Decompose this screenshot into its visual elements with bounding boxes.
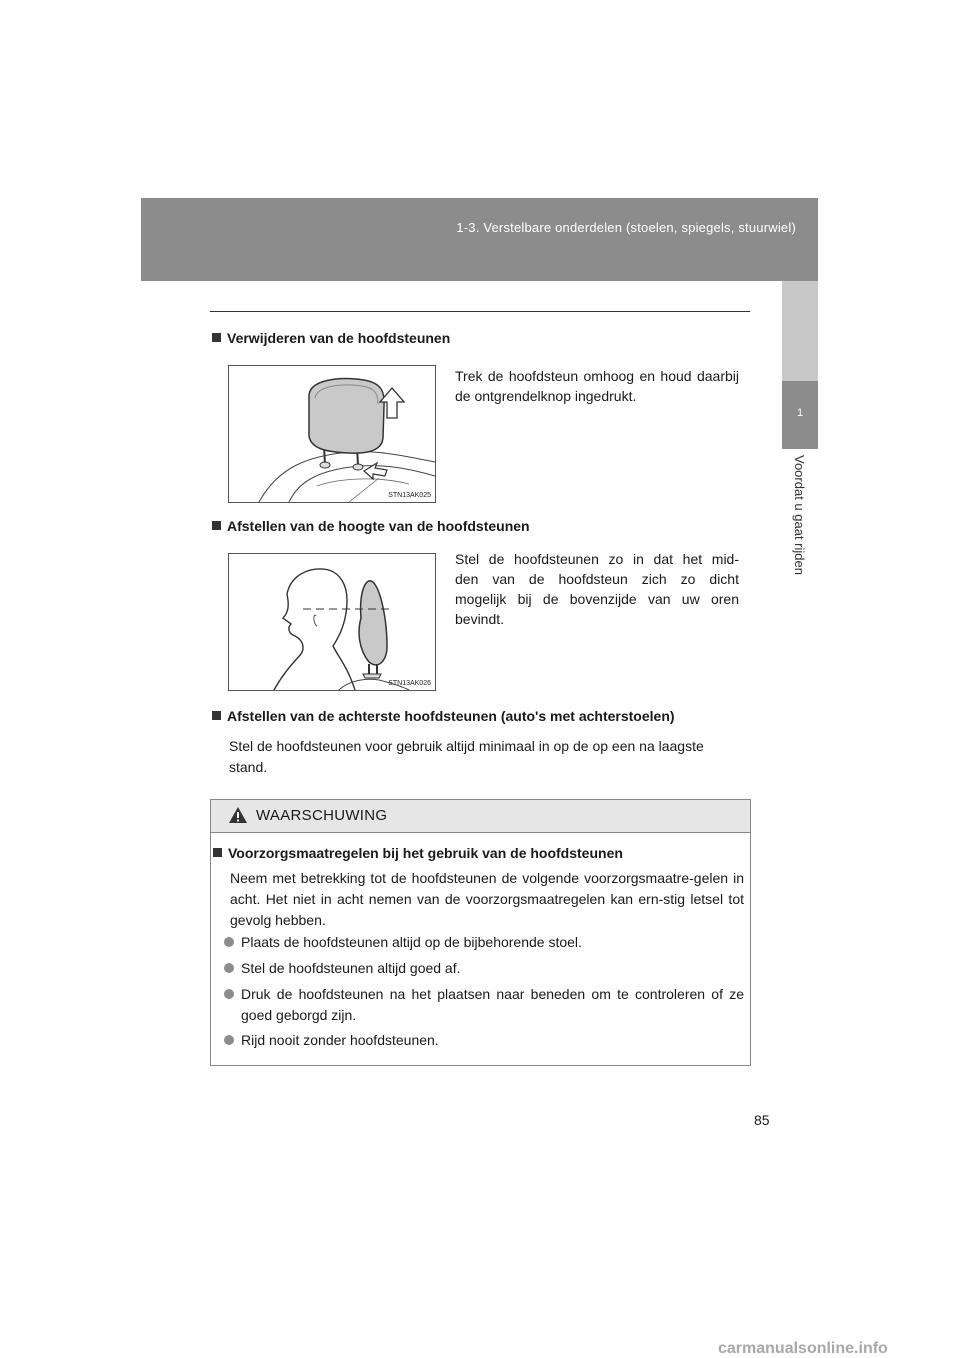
height-instruction-line: bevindt. [455,611,505,627]
height-instruction-line: den van de hoofdsteun zich zo dicht [455,571,739,587]
square-bullet-icon [213,848,222,857]
section-heading-text: Afstellen van de achterste hoofdsteunen (auto's met achterstoelen) [227,708,675,724]
warning-box [210,799,751,1066]
section-heading-rear [212,708,675,724]
bullet-dot-icon [224,1035,234,1045]
warning-bullet [224,958,744,979]
warning-bullet-text: Plaats de hoofdsteunen altijd op de bijbehorende stoel. [241,934,582,950]
side-tab-background [782,281,818,381]
height-instruction [455,549,739,629]
figure-adjust-height [228,553,436,691]
warning-title: WAARSCHUWING [256,807,388,824]
figure-code: STN13AK026 [388,680,431,687]
chapter-title: 1-3. Verstelbare onderdelen (stoelen, spiegels, stuurwiel) [456,220,796,235]
figure-code: STN13AK025 [388,492,431,499]
watermark: carmanualsonline.info [718,1340,888,1357]
headrest-removal-illustration [229,366,435,502]
section-heading-height [212,518,530,534]
section-heading-remove [212,330,450,346]
header-rule [210,311,750,312]
rear-headrest-instruction: Stel de hoofdsteunen voor gebruik altijd minimaal in op de op een na laagste stand. [229,738,704,775]
section-heading-text: Afstellen van de hoogte van de hoofdsteunen [227,518,530,534]
bullet-dot-icon [224,937,234,947]
warning-bullet [224,1030,744,1051]
bullet-dot-icon [224,989,234,999]
warning-bullet-text: Druk de hoofdsteunen na het plaatsen naar beneden om te controleren of ze goed geborgd zijn. [241,986,744,1023]
warning-header [211,800,750,833]
square-bullet-icon [212,333,221,342]
warning-bullet-text: Rijd nooit zonder hoofdsteunen. [241,1032,439,1048]
square-bullet-icon [212,711,221,720]
headrest-height-illustration [229,554,435,690]
height-instruction-line: Stel de hoofdsteunen zo in dat het mid- [455,551,739,567]
side-tab [782,381,818,449]
warning-bullet [224,932,744,953]
side-tab-label-wrap [782,455,818,615]
warning-paragraph: Neem met betrekking tot de hoofdsteunen de volgende voorzorgsmaatre-gelen in acht. Het niet in acht nemen van de voorzorgsmaatregelen kan ern-stig letsel tot gevolg hebben. [230,870,744,928]
height-instruction-line: mogelijk bij de bovenzijde van uw oren [455,591,739,607]
remove-instruction: Trek de hoofdsteun omhoog en houd daarbij de ontgrendelknop ingedrukt. [455,368,739,404]
square-bullet-icon [212,521,221,530]
warning-heading-text: Voorzorgsmaatregelen bij het gebruik van de hoofdsteunen [228,845,623,861]
warning-triangle-icon [228,806,248,824]
section-heading-text: Verwijderen van de hoofdsteunen [227,330,451,346]
warning-bullet-text: Stel de hoofdsteunen altijd goed af. [241,960,461,976]
side-tab-number: 1 [796,407,804,419]
warning-heading [213,845,623,861]
chapter-header-band [141,198,818,281]
side-tab-label: Voordat u gaat rijden [792,455,807,575]
warning-bullet [224,984,744,1026]
bullet-dot-icon [224,963,234,973]
figure-remove-headrest [228,365,436,503]
page-number: 85 [754,1112,770,1128]
